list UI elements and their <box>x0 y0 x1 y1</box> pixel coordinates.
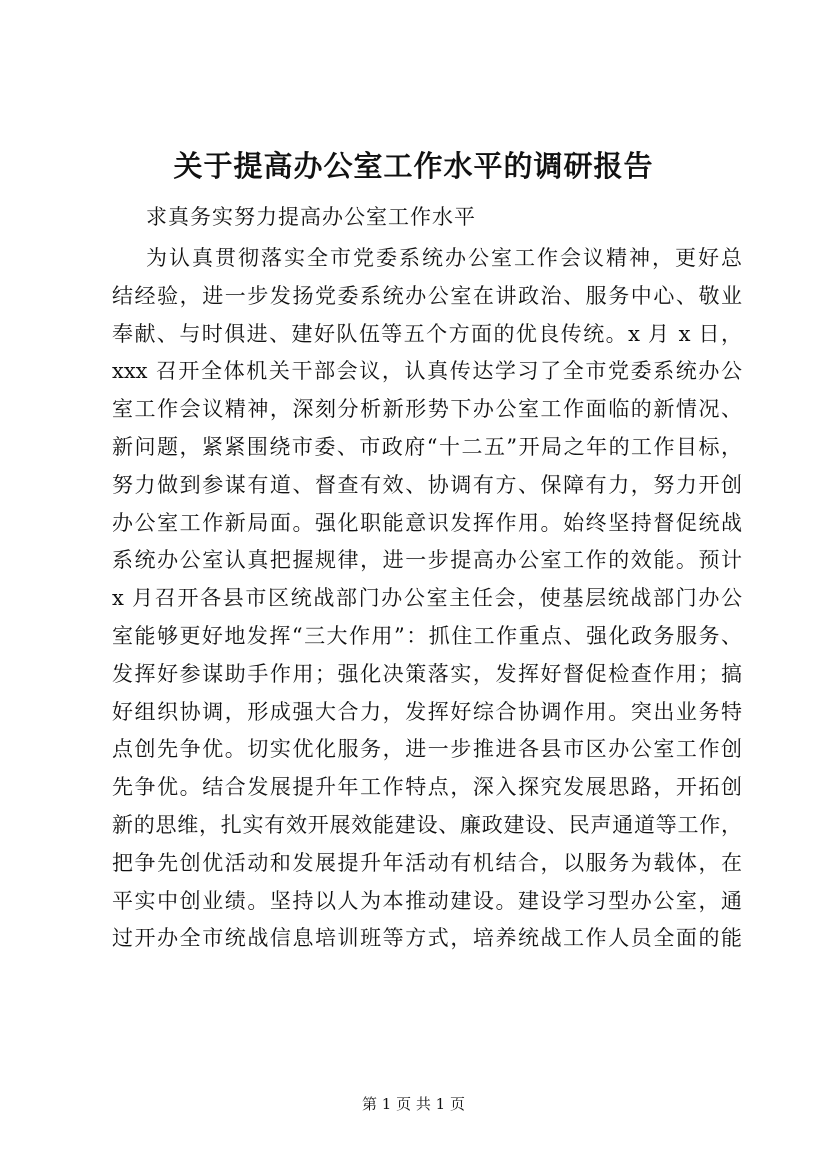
body-line: 室工作会议精神，深刻分析新形势下办公室工作面临的新情况、 <box>112 397 742 422</box>
body-line: 过开办全市统战信息培训班等方式，培养统战工作人员全面的能 <box>112 926 742 951</box>
body-line: 办公室工作新局面。强化职能意识发挥作用。始终坚持督促统战 <box>112 510 742 535</box>
body-line: 点创先争优。切实优化服务，进一步推进各县市区办公室工作创 <box>112 737 742 762</box>
body-line: 发挥好参谋助手作用；强化决策落实，发挥好督促检查作用；搞 <box>112 661 742 686</box>
body-line: 新的思维，扎实有效开展效能建设、廉政建设、民声通道等工作， <box>112 812 742 837</box>
document-subtitle: 求真务实努力提高办公室工作水平 <box>146 205 476 229</box>
body-line: 新问题，紧紧围绕市委、市政府“十二五”开局之年的工作目标， <box>112 434 742 459</box>
document-title: 关于提高办公室工作水平的调研报告 <box>173 149 654 183</box>
body-line: 为认真贯彻落实全市党委系统办公室工作会议精神，更好总 <box>146 246 742 270</box>
body-line: 室能够更好地发挥“三大作用”：抓住工作重点、强化政务服务、 <box>112 623 742 648</box>
body-line: 努力做到参谋有道、督查有效、协调有方、保障有力，努力开创 <box>112 472 742 497</box>
body-line: 好组织协调，形成强大合力，发挥好综合协调作用。突出业务特 <box>112 699 742 724</box>
body-line: 把争先创优活动和发展提升年活动有机结合，以服务为载体，在 <box>112 850 742 875</box>
page-number-footer: 第 1 页 共 1 页 <box>362 1095 465 1113</box>
body-line: x 月召开各县市区统战部门办公室主任会，使基层统战部门办公 <box>112 586 742 611</box>
document-body <box>112 240 742 958</box>
body-line: 结经验，进一步发扬党委系统办公室在讲政治、服务中心、敬业 <box>112 283 742 308</box>
body-line: 系统办公室认真把握规律，进一步提高办公室工作的效能。预计 <box>112 548 742 573</box>
body-line: xxx 召开全体机关干部会议，认真传达学习了全市党委系统办公 <box>112 359 742 384</box>
body-line: 先争优。结合发展提升年工作特点，深入探究发展思路，开拓创 <box>112 775 742 800</box>
body-line: 平实中创业绩。坚持以人为本推动建设。建设学习型办公室，通 <box>112 888 742 913</box>
body-line: 奉献、与时俱进、建好队伍等五个方面的优良传统。x 月 x 日， <box>112 321 742 346</box>
